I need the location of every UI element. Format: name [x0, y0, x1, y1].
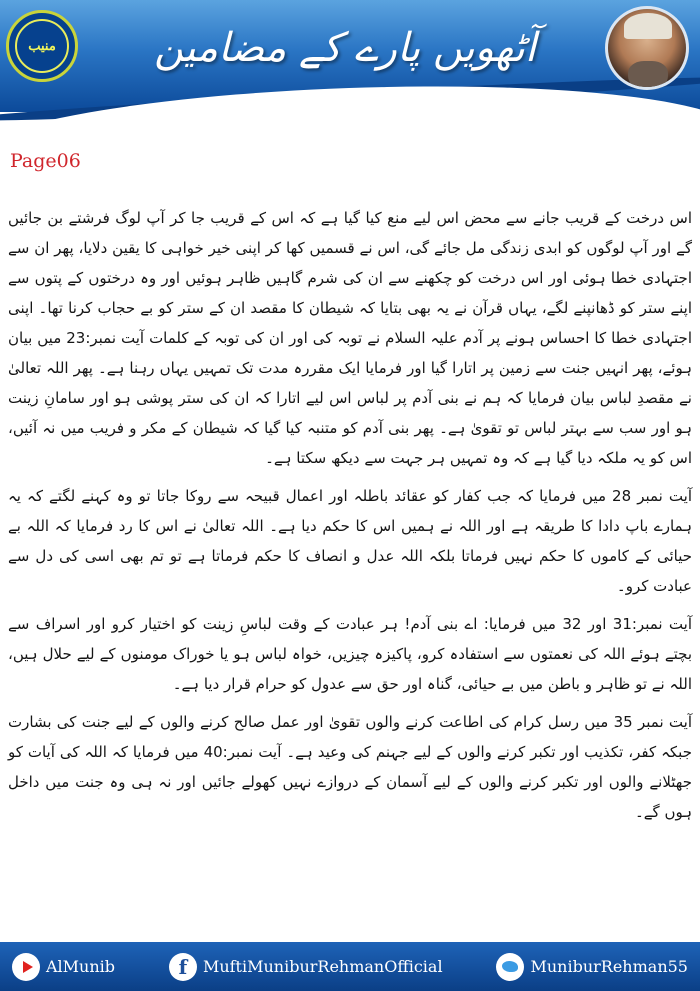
twitter-link[interactable]	[496, 953, 688, 981]
header	[0, 0, 700, 140]
paragraph-4: آیت نمبر 35 میں رسل کرام کی اطاعت کرنے والوں تقویٰ اور عمل صالح کرنے والوں کے لیے جنت کی بشارت جبکہ کفر، تکذیب اور تکبر کرنے والوں کے لیے جہنم کی وعید ہے۔ آیت نمبر:40 میں فرمایا کہ اللہ کی آیات کو جھٹلانے والوں اور تکبر کرنے والوں کے لیے آسمان کے دروازے نہیں کھولے جائیں اور نہ ہی وہ جنت میں داخل ہوں گے۔	[8, 713, 693, 821]
portrait-beard	[628, 61, 668, 90]
footer	[0, 942, 700, 991]
author-portrait	[605, 6, 689, 90]
youtube-link[interactable]	[12, 953, 115, 981]
facebook-icon: f	[169, 953, 197, 981]
article-body	[8, 203, 692, 903]
page-number-label: Page06	[10, 150, 81, 172]
page-title: آٹھویں پارے کے مضامین	[154, 25, 536, 71]
paragraph-2: آیت نمبر 28 میں فرمایا کہ جب کفار کو عقائد باطلہ اور اعمال قبیحہ سے روکا جاتا تو وہ کہنے لگتے کہ یہ ہمارے باپ دادا کا طریقہ ہے اور اللہ نے ہمیں اس کا حکم دیا ہے۔ اللہ تعالیٰ نے اس کا رد فرمایا کہ اللہ بے حیائی کے کاموں کا حکم نہیں فرماتا بلکہ اللہ عدل و انصاف کا حکم فرماتا ہے تو تم بھی اسی کی دل سے عبادت کرو۔	[8, 487, 692, 595]
facebook-link[interactable]	[169, 953, 443, 981]
youtube-handle: AlMunib	[46, 957, 116, 976]
twitter-handle: MuniburRehman55	[530, 957, 688, 976]
facebook-handle: MuftiMuniburRehmanOfficial	[202, 957, 443, 976]
portrait-cap	[624, 13, 672, 39]
paragraph-1: اس درخت کے قریب جانے سے محض اس لیے منع کیا گیا ہے کہ اس کے قریب جا کر آپ لوگ فرشتے بن جائیں گے اور آپ لوگوں کو ابدی زندگی مل جائے گی، اس نے قسمیں کھا کر اپنی خیر خواہی کا یقین دلایا، پھر ان سے اجتہادی خطا ہوئی اور اس درخت کو چکھنے سے ان کی شرم گاہیں ظاہر ہوئیں اور وہ درختوں کے پتوں سے اپنے ستر کو ڈھانپنے لگے، یہاں قرآن نے یہ بھی بتایا کہ شیطان کا مقصد ان کے ستر کو بے حجاب کرنا تھا۔ اپنی اجتہادی خطا کا احساس ہونے پر آدم علیہ السلام نے توبہ کی اور ان کی توبہ کے کلمات آیت نمبر:23 میں بیان ہوئے، پھر انہیں جنت سے زمین پر اتارا گیا اور فرمایا ایک مقررہ مدت تک تمہیں یہاں رہنا ہے۔ پھر اللہ تعالیٰ نے مقصدِ لباس بیان فرمایا کہ ہم نے بنی آدم پر لباس اس لیے اتارا کہ ان کی ستر پوشی ہو اور سامانِ زینت ہو اور سب سے بہتر لباس تو تقویٰ ہے۔ پھر بنی آدم کو متنبہ کیا گیا کہ شیطان کے مکر و فریب میں نہ آئیں، اس کو یہ ملکہ دیا گیا ہے کہ وہ تمہیں ہر جہت سے دیکھ سکتا ہے۔	[8, 209, 692, 467]
twitter-icon	[496, 953, 524, 981]
logo-emblem: منیب	[15, 19, 69, 73]
youtube-icon	[12, 953, 40, 981]
logo	[6, 10, 78, 82]
paragraph-3: آیت نمبر:31 اور 32 میں فرمایا: اے بنی آدم! ہر عبادت کے وقت لباسِ زینت کو اختیار کرو اور اسراف سے بچتے ہوئے اللہ کی نعمتوں سے استفادہ کرو، پاکیزہ چیزیں، خواہ لباس ہو یا خوراک مومنوں کے لیے حلال ہیں، اللہ نے تو ظاہر و باطن میں بے حیائی، گناہ اور حق سے عدول کو حرام قرار دیا ہے۔	[8, 615, 692, 693]
